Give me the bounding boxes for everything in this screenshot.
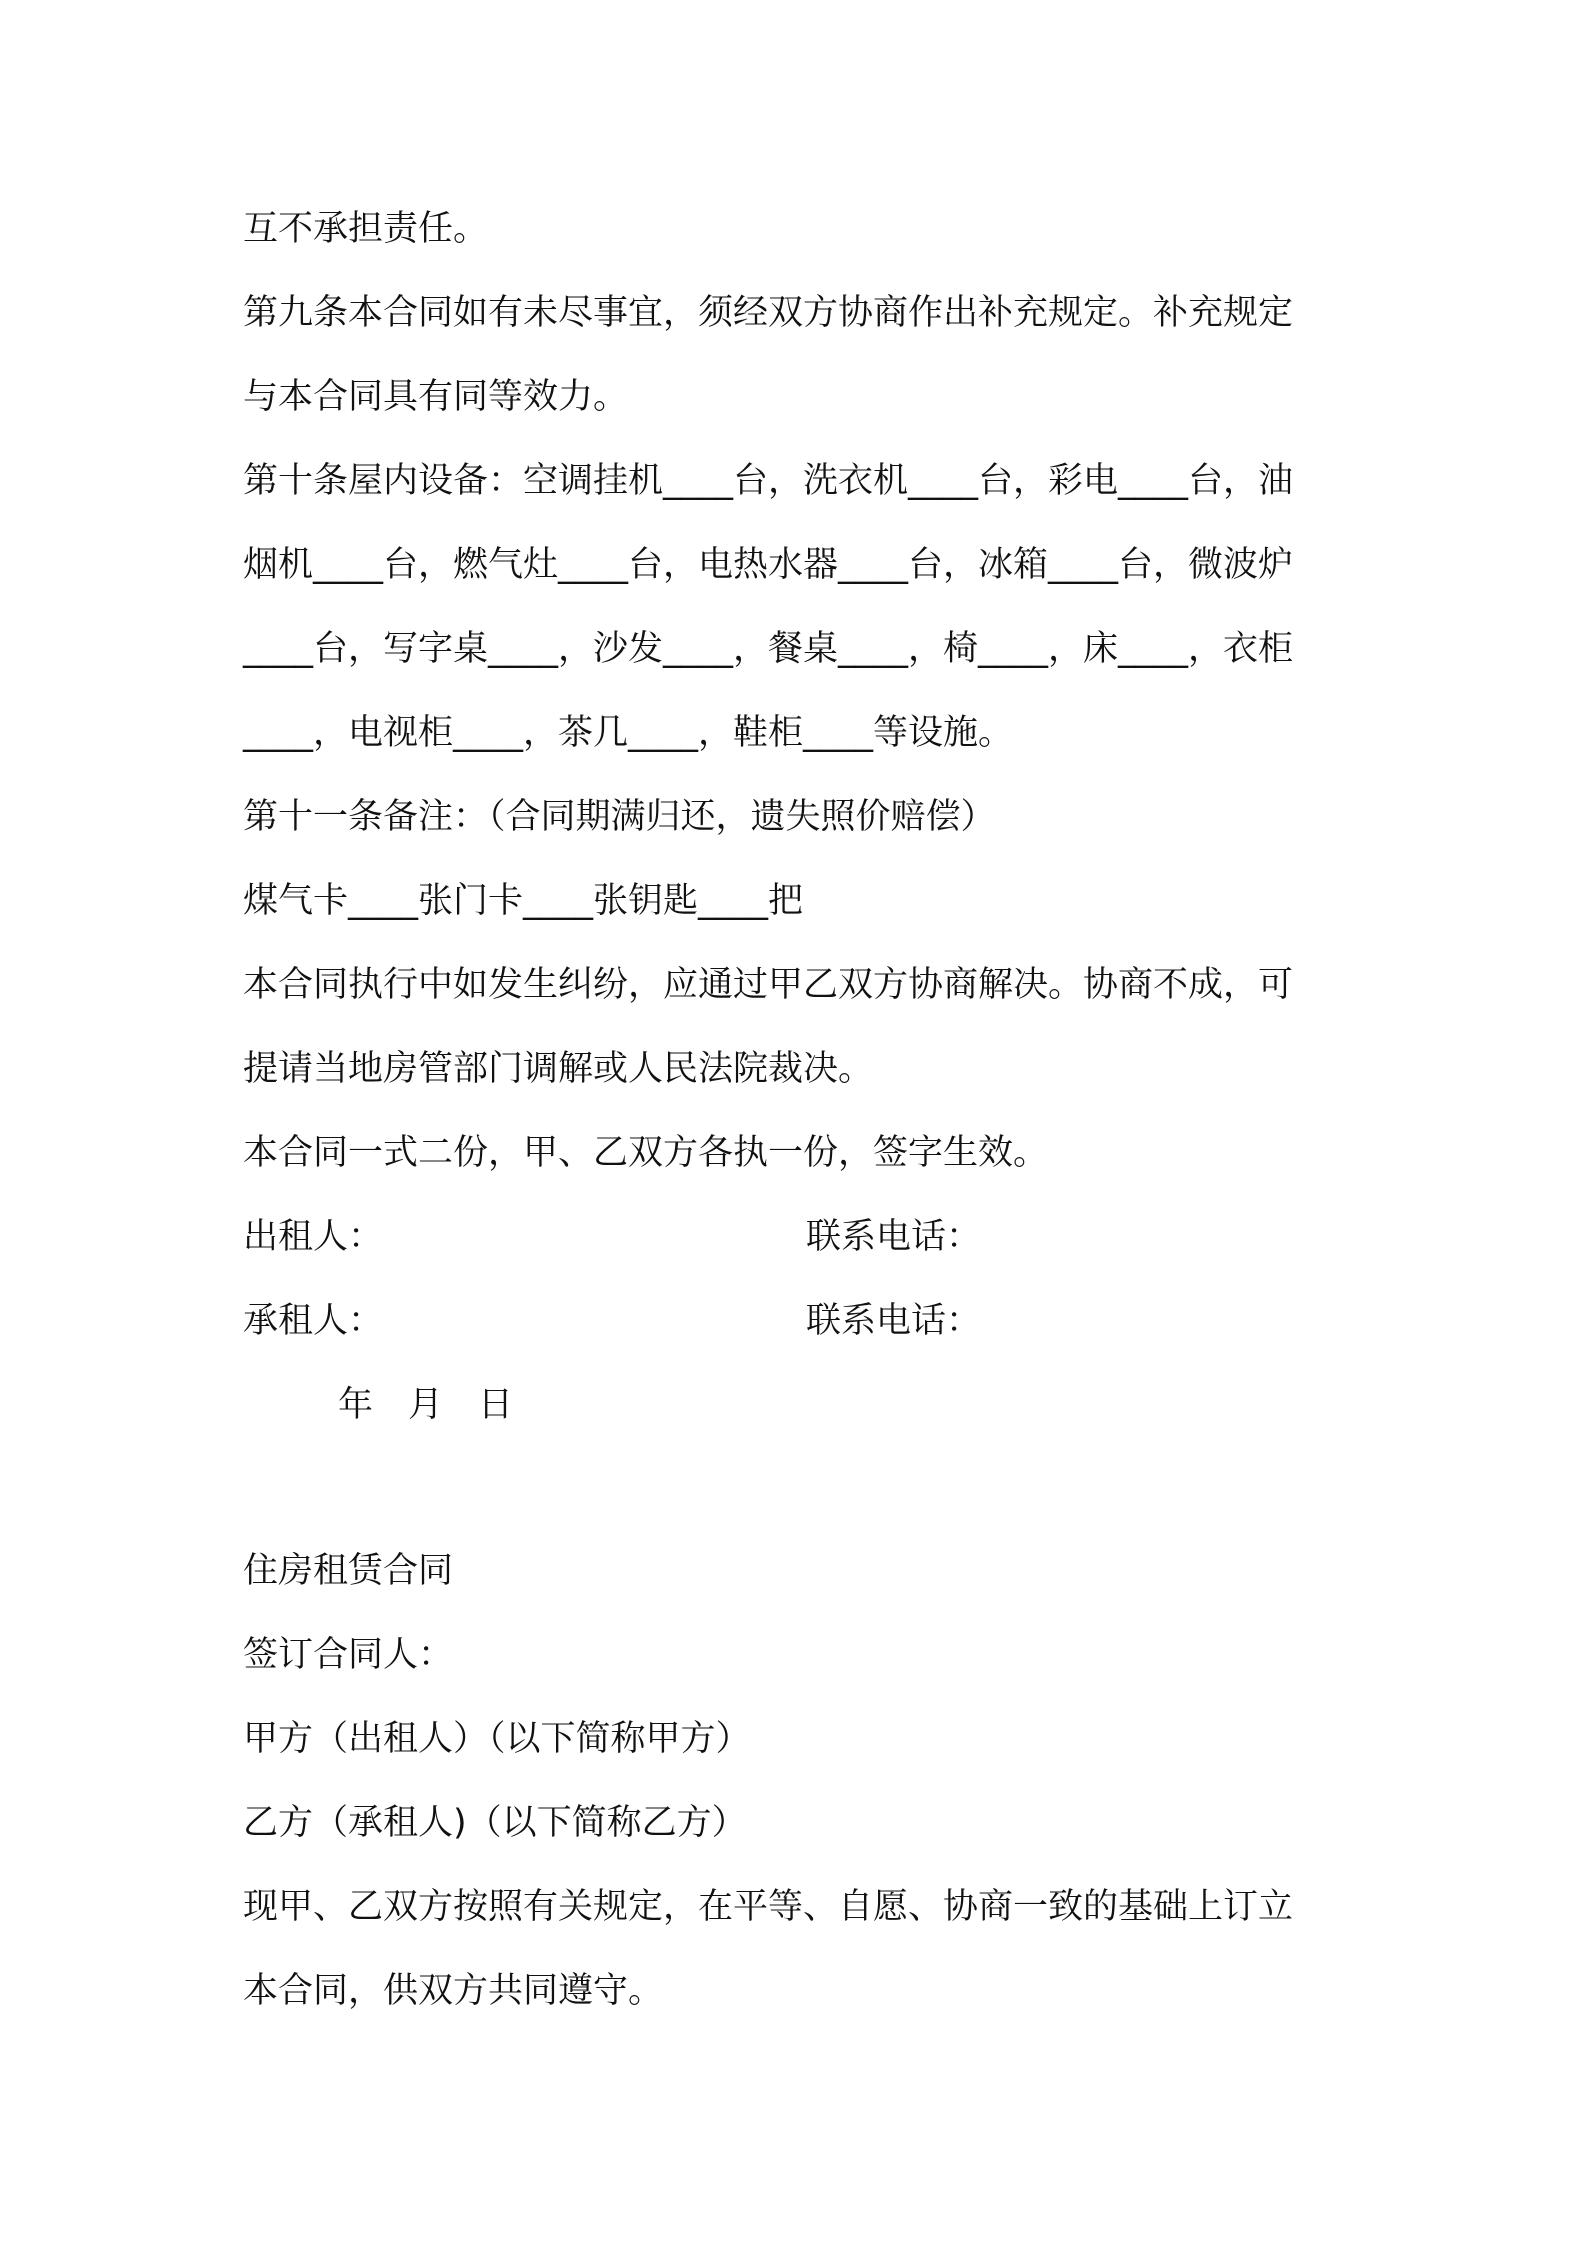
lessee-label: 承租人： bbox=[243, 1301, 384, 1341]
paragraph-line: 第十一条备注：（合同期满归还，遗失照价赔偿） bbox=[243, 797, 996, 837]
paragraph-line: 本合同，供双方共同遵守。 bbox=[243, 1971, 664, 2011]
paragraph-line: 第九条本合同如有未尽事宜，须经双方协商作出补充规定。补充规定 bbox=[243, 293, 1294, 333]
lessor-signature-row bbox=[243, 1213, 1363, 1261]
paragraph-line: 现甲、乙双方按照有关规定，在平等、自愿、协商一致的基础上订立 bbox=[243, 1887, 1294, 1927]
paragraph-line: 本合同一式二份，甲、乙双方各执一份，签字生效。 bbox=[243, 1133, 1049, 1173]
signature-date: 年 月 日 bbox=[338, 1385, 514, 1425]
paragraph-line: 本合同执行中如发生纠纷，应通过甲乙双方协商解决。协商不成，可 bbox=[243, 965, 1294, 1005]
contract-title: 住房租赁合同 bbox=[243, 1551, 454, 1591]
paragraph-line: ____，电视柜____，茶几____，鞋柜____等设施。 bbox=[243, 713, 1014, 753]
paragraph-line: 互不承担责任。 bbox=[243, 209, 489, 249]
paragraph-line: 第十条屋内设备：空调挂机____台，洗衣机____台，彩电____台，油 bbox=[243, 461, 1294, 501]
lessee-signature-row bbox=[243, 1297, 1363, 1345]
paragraph-line: ____台，写字桌____，沙发____，餐桌____，椅____，床____，衣柜 bbox=[243, 629, 1294, 669]
paragraph-line: 烟机____台，燃气灶____台，电热水器____台，冰箱____台，微波炉 bbox=[243, 545, 1294, 585]
paragraph-line: 煤气卡____张门卡____张钥匙____把 bbox=[243, 881, 804, 921]
paragraph-line: 甲方（出租人）（以下简称甲方） bbox=[243, 1719, 751, 1759]
lessor-label: 出租人： bbox=[243, 1217, 384, 1257]
lessee-phone-label: 联系电话： bbox=[806, 1301, 982, 1341]
lessor-phone-label: 联系电话： bbox=[806, 1217, 982, 1257]
paragraph-line: 乙方（承租人)（以下简称乙方） bbox=[243, 1803, 747, 1843]
paragraph-line: 提请当地房管部门调解或人民法院裁决。 bbox=[243, 1049, 874, 1089]
paragraph-line: 与本合同具有同等效力。 bbox=[243, 377, 629, 417]
paragraph-line: 签订合同人： bbox=[243, 1635, 454, 1675]
